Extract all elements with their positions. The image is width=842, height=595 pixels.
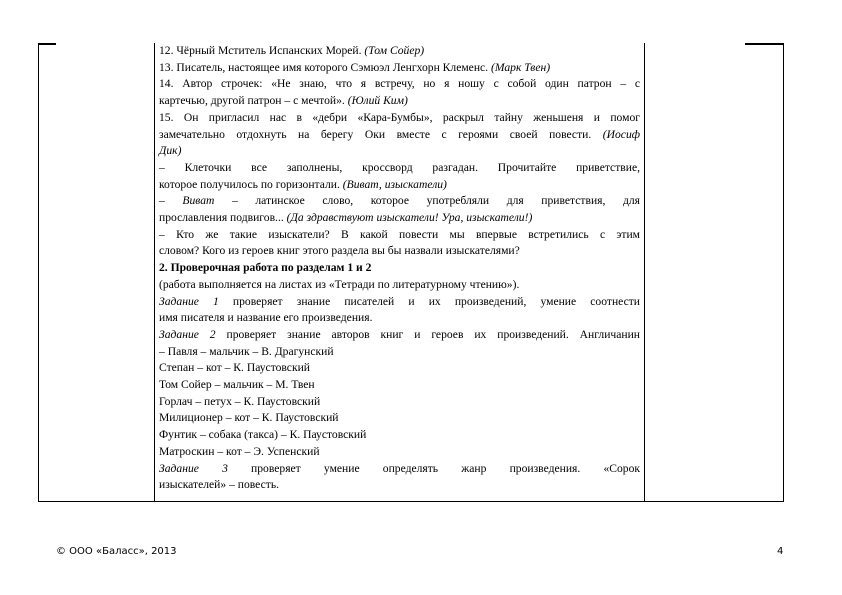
page-number: 4	[777, 546, 784, 557]
table-top-rule-left	[38, 43, 56, 45]
dialogue-line-3a: – Кто же такие изыскатели? В какой повести мы впервые встретились с этим	[159, 227, 640, 241]
answer-row: Степан – кот – К. Паустовский	[159, 361, 310, 375]
answer-row: Фунтик – собака (такса) – К. Паустовский	[159, 428, 367, 442]
answer-row: Милиционер – кот – К. Паустовский	[159, 411, 339, 425]
task-1-line2: имя писателя и название его произведения.	[159, 311, 373, 325]
task-2-line2: – Павля – мальчик – В. Драгунский	[159, 344, 334, 358]
dialogue-line-3b: словом? Кого из героев книг этого раздела вы бы назвали изыскателями?	[159, 244, 520, 258]
dialogue-line-2b: прославления подвигов... (Да здравствуют изыскатели! Ура, изыскатели!)	[159, 211, 533, 225]
crossword-item-15-line3: Дик)	[159, 144, 182, 158]
crossword-item-12: 12. Чёрный Мститель Испанских Морей. (Том Сойер)	[159, 44, 425, 57]
answer-row: Матроскин – кот – Э. Успенский	[159, 444, 320, 458]
task-2-line1: Задание 2 проверяет знание авторов книг и героев их произведений. Англичанин	[159, 327, 641, 341]
answer-row: Том Сойер – мальчик – М. Твен	[159, 378, 315, 392]
crossword-item-13: 13. Писатель, настоящее имя которого Сэмюэл Ленгхорн Клеменс. (Марк Твен)	[159, 60, 551, 74]
crossword-item-15-line2: замечательно отдохнуть на берегу Оки вместе с героями своей повести. (Иосиф	[159, 127, 640, 141]
column-divider-right	[644, 43, 645, 502]
task-1-line1: Задание 1 проверяет знание писателей и их произведений, умение соотнести	[159, 294, 640, 308]
crossword-item-14-line1: 14. Автор строчек: «Не знаю, что я встречу, но я ношу с собой один патрон – с	[159, 77, 640, 91]
lesson-content-cell	[159, 43, 640, 494]
section-note: (работа выполняется на листах из «Тетради по литературному чтению»).	[159, 277, 520, 291]
dialogue-line-2a: – Виват – латинское слово, которое употребляли для приветствия, для	[159, 194, 640, 208]
footer-copyright: © ООО «Баласс», 2013	[56, 546, 177, 557]
answer-row: Горлач – петух – К. Паустовский	[159, 394, 321, 408]
task-3-line2: изыскателей» – повесть.	[159, 478, 280, 492]
task-3-line1: Задание 3 проверяет умение определять жанр произведения. «Сорок	[159, 461, 640, 475]
crossword-item-14-line2: картечью, другой патрон – с мечтой». (Юлий Ким)	[159, 94, 408, 108]
crossword-item-15-line1: 15. Он пригласил нас в «дебри «Кара-Бумбы», раскрыл тайну женьшеня и помог	[159, 110, 640, 124]
section-heading: 2. Проверочная работа по разделам 1 и 2	[159, 261, 372, 275]
table-right-border	[783, 43, 784, 502]
dialogue-line-1b: которое получилось по горизонтали. (Виват, изыскатели)	[159, 177, 447, 191]
table-top-rule-right	[745, 43, 783, 45]
column-divider-left	[154, 43, 155, 502]
dialogue-line-1a: – Клеточки все заполнены, кроссворд разгадан. Прочитайте приветствие,	[159, 160, 640, 174]
